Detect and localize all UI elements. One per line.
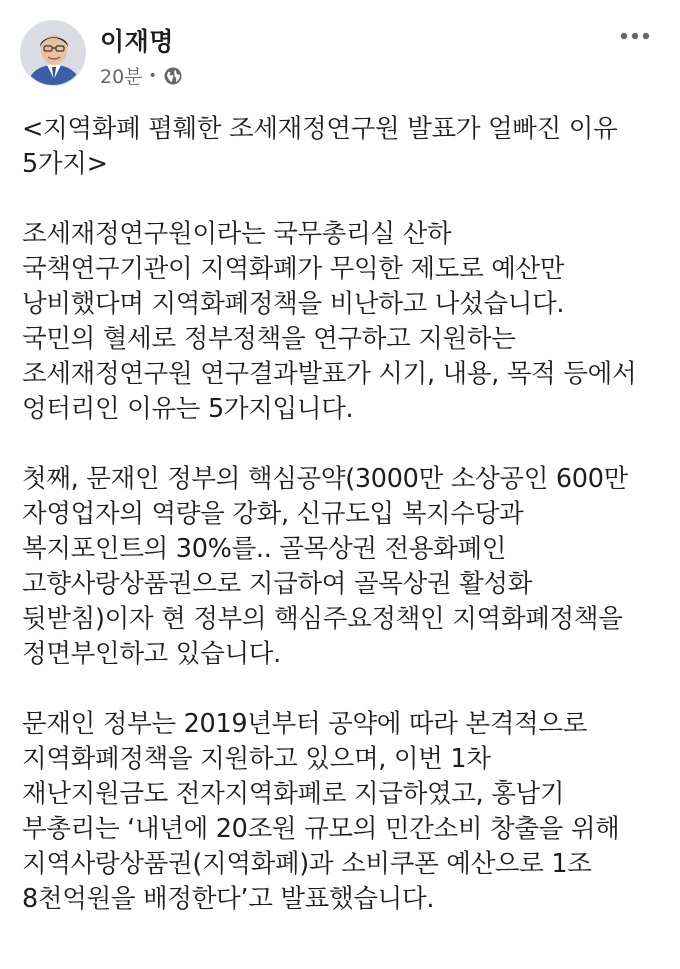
post-text-line: <지역화폐 폄훼한 조세재정연구원 발표가 얼빠진 이유 [22,114,618,144]
author-name[interactable]: 이재명 [100,27,174,56]
more-options-button[interactable] [618,24,652,48]
post-text-line: 낭비했다며 지역화폐정책을 비난하고 나섰습니다. [22,289,565,319]
post-text-line: 국책연구기관이 지역화폐가 무익한 제도로 예산만 [22,254,565,284]
post-text-line: 엉터리인 이유는 5가지입니다. [22,394,354,424]
post-text-line: 문재인 정부는 2019년부터 공약에 따라 본격적으로 [22,709,588,739]
post-text-line: 조세재정연구원이라는 국무총리실 산하 [22,219,452,249]
post-text-line: 정면부인하고 있습니다. [22,639,281,669]
more-options-icon [620,32,650,40]
post-text-line: 고향사랑상품권으로 지급하여 골목상권 활성화 [22,569,533,599]
post-text-line: 자영업자의 역량을 강화, 신규도입 복지수당과 [22,499,524,529]
meta-separator: • [148,67,157,84]
post-text-line: 첫째, 문재인 정부의 핵심공약(3000만 소상공인 600만 [22,464,628,494]
post-text-line: 지역사랑상품권(지역화폐)과 소비쿠폰 예산으로 1조 [22,849,592,879]
paragraph-spacer [22,427,672,462]
post-text-line: 뒷받침)이자 현 정부의 핵심주요정책인 지역화폐정책을 [22,604,623,634]
post-text-line: 국민의 혈세로 정부정책을 연구하고 지원하는 [22,324,516,354]
paragraph-spacer [22,182,672,217]
post-text-line: 5가지> [22,149,108,179]
post-text-line: 조세재정연구원 연구결과발표가 시기, 내용, 목적 등에서 [22,359,637,389]
post-time[interactable]: 20분 [100,66,143,88]
post-text-line: 부총리는 ‘내년에 20조원 규모의 민간소비 창출을 위해 [22,814,620,844]
globe-icon[interactable] [163,66,183,86]
paragraph-spacer [22,672,672,707]
avatar-portrait-icon [21,21,86,86]
post-text-line: 지역화폐정책을 지원하고 있으며, 이번 1차 [22,744,491,774]
post-meta [100,62,183,89]
post-body [22,112,672,917]
author-avatar[interactable] [20,20,86,86]
post-text-line: 8천억원을 배정한다’고 발표했습니다. [22,884,435,914]
post-text-line: 복지포인트의 30%를.. 골목상권 전용화폐인 [22,534,507,564]
post-header [0,0,680,100]
post-text-line: 재난지원금도 전자지역화폐로 지급하였고, 홍남기 [22,779,565,809]
